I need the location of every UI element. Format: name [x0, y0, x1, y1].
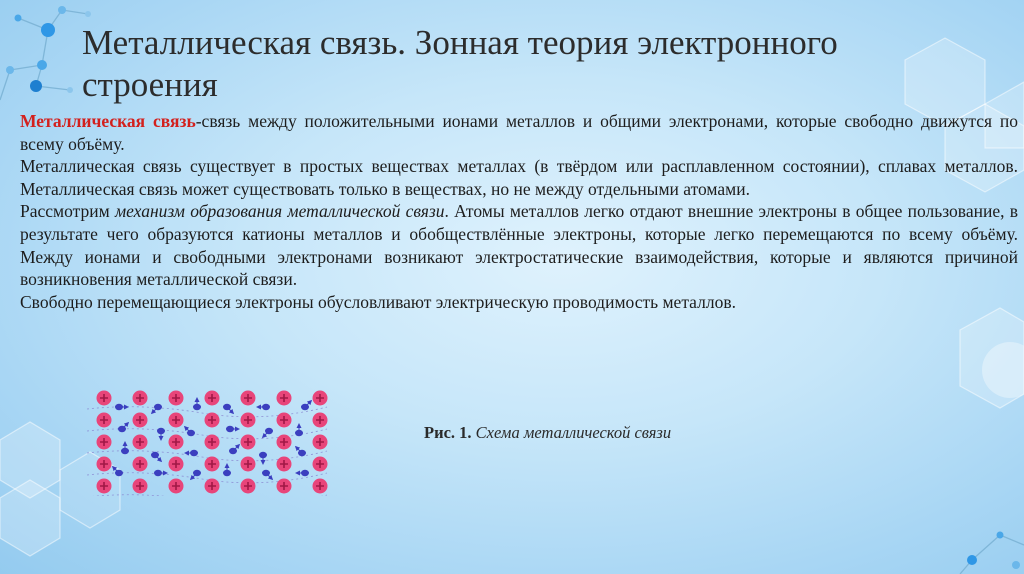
metal-ion: [133, 479, 148, 494]
metal-ion: [97, 457, 112, 472]
metallic-bond-scheme-icon: [82, 386, 332, 496]
metal-ion: [97, 435, 112, 450]
metal-ion: [205, 413, 220, 428]
free-electron: [262, 470, 272, 480]
metal-ion: [277, 435, 292, 450]
free-electron: [295, 424, 303, 436]
metal-ion: [277, 479, 292, 494]
metal-ion: [313, 457, 328, 472]
definition-text: -связь между положительными ионами металлов и общими электронами, которые свободно движутся по всему объёму.: [20, 111, 1018, 154]
free-electron: [259, 452, 267, 464]
paragraph-mechanism: [20, 200, 1018, 290]
mechanism-italic: механизм образования металлической связи: [114, 201, 445, 222]
metal-ion: [169, 435, 184, 450]
free-electron: [154, 470, 167, 476]
free-electron: [151, 452, 161, 462]
paragraph-conductivity: Свободно перемещающиеся электроны обусловливают электрическую проводимость металлов.: [20, 291, 736, 312]
metal-ion: [313, 413, 328, 428]
metal-ion: [313, 479, 328, 494]
metal-ion: [241, 479, 256, 494]
metal-ion: [241, 413, 256, 428]
molecule-network-top-left: [0, 10, 88, 100]
body-text: [20, 110, 1018, 313]
term-metallic-bond: Металлическая связь: [20, 111, 196, 131]
metal-ion: [205, 435, 220, 450]
metal-ion: [169, 413, 184, 428]
mechanism-lead: Рассмотрим: [20, 201, 115, 222]
free-electron: [152, 404, 162, 414]
free-electron: [113, 467, 123, 477]
free-electron: [229, 445, 239, 455]
metal-ion: [205, 457, 220, 472]
free-electron: [226, 426, 239, 432]
caption-label: Рис. 1.: [424, 423, 472, 442]
free-electron: [157, 428, 165, 440]
paragraph-existence: Металлическая связь существует в простых веществах металлах (в твёрдом или расплавленном состоянии), сплавах металлов. Металлическая связь может существовать только в веществах, но не между отдельными атомами.: [20, 156, 1018, 199]
metal-ion: [169, 479, 184, 494]
free-electron: [185, 450, 198, 456]
free-electron: [301, 401, 311, 411]
metal-ion: [313, 435, 328, 450]
free-electron: [257, 404, 270, 410]
metal-ion: [169, 391, 184, 406]
free-electron: [121, 442, 129, 454]
metal-ion: [97, 391, 112, 406]
free-electron: [118, 423, 128, 433]
free-electron: [296, 470, 309, 476]
free-electron: [185, 427, 195, 437]
free-electron: [223, 464, 231, 476]
slide-title: Металлическая связь. Зонная теория электронного строения: [82, 23, 838, 104]
metal-ion: [277, 457, 292, 472]
free-electron: [191, 470, 201, 480]
metal-ion: [133, 413, 148, 428]
molecule-nodes-bottom-right: [967, 532, 1020, 570]
metal-ion: [133, 391, 148, 406]
metal-ion: [169, 457, 184, 472]
free-electron: [223, 404, 233, 414]
figure-caption: [424, 423, 671, 443]
molecule-nodes-top-left: [6, 6, 91, 93]
mechanism-text: . Атомы металлов легко отдают внешние электроны в общее пользование, в результате чего образуются катионы металлов и обобществлённые электроны, которые легко перемещаются по всему объёму. Между ионами и свободными электронами возникают электростатические взаимодействия, которые и являются причиной возникновения металлической связи.: [20, 201, 1019, 290]
free-electron: [193, 398, 201, 410]
metal-ion: [241, 457, 256, 472]
metal-ion: [241, 391, 256, 406]
free-electron: [296, 447, 306, 457]
free-electron: [115, 404, 128, 410]
metal-ion: [205, 479, 220, 494]
metal-ion: [241, 435, 256, 450]
paragraph-definition: [20, 110, 1018, 155]
metal-ion: [313, 391, 328, 406]
caption-text: Схема металлической связи: [475, 423, 672, 442]
metal-ion: [205, 391, 220, 406]
metal-ion: [277, 413, 292, 428]
electron-path: [87, 495, 327, 496]
metal-ion: [133, 435, 148, 450]
metal-ion: [97, 413, 112, 428]
free-electron: [263, 428, 273, 438]
metal-ion: [133, 457, 148, 472]
metal-ion: [97, 479, 112, 494]
metal-ion: [277, 391, 292, 406]
